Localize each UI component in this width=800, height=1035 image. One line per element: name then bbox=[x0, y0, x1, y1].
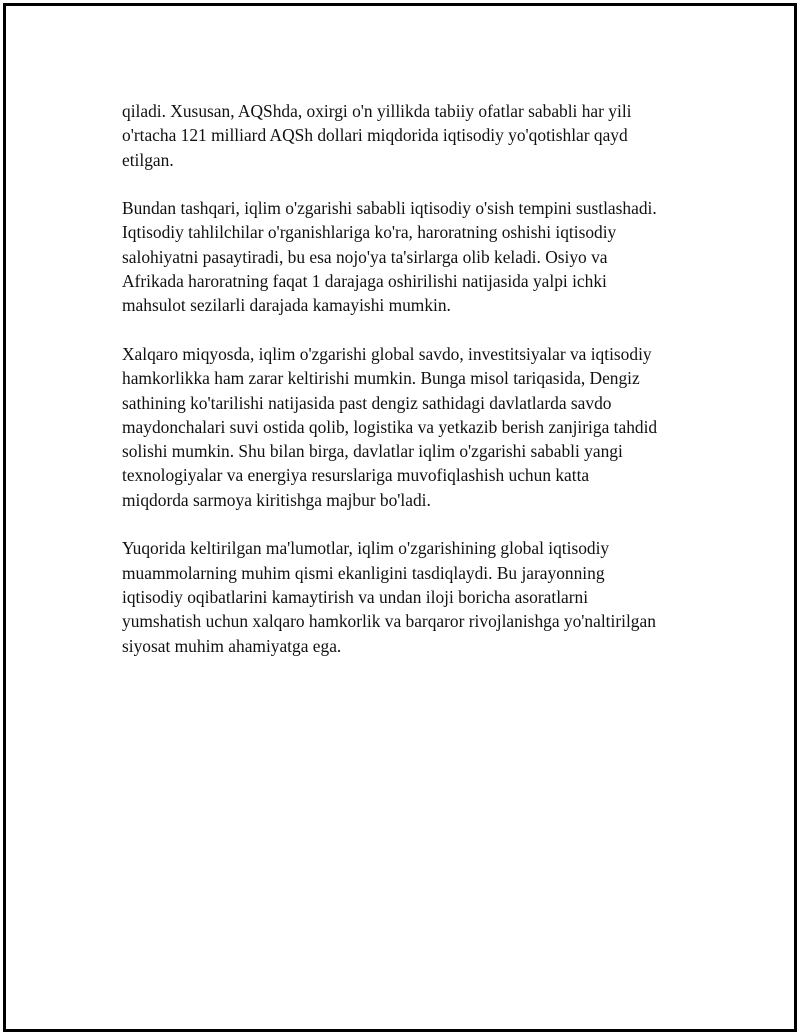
page-frame bbox=[3, 3, 797, 1032]
text-line: Afrikada haroratning faqat 1 darajaga oshirilishi natijasida yalpi ichki bbox=[122, 271, 607, 292]
text-line: Iqtisodiy tahlilchilar o'rganishlariga ko'ra, haroratning oshishi iqtisodiy bbox=[122, 222, 617, 243]
paragraph-1 bbox=[122, 99, 697, 172]
document-body bbox=[122, 99, 697, 682]
text-line: siyosat muhim ahamiyatga ega. bbox=[122, 635, 342, 656]
paragraph-4 bbox=[122, 536, 697, 657]
text-line: hamkorlikka ham zarar keltirishi mumkin. Bunga misol tariqasida, Dengiz bbox=[122, 368, 640, 389]
text-line: iqtisodiy oqibatlarini kamaytirish va undan iloji boricha asoratlarni bbox=[122, 586, 589, 607]
text-line: miqdorda sarmoya kiritishga majbur bo'ladi. bbox=[122, 489, 431, 510]
text-line: yumshatish uchun xalqaro hamkorlik va barqaror rivojlanishga yo'naltirilgan bbox=[122, 611, 656, 632]
text-line: solishi mumkin. Shu bilan birga, davlatlar iqlim o'zgarishi sababli yangi bbox=[122, 441, 623, 462]
text-line: salohiyatni pasaytiradi, bu esa nojo'ya ta'sirlarga olib keladi. Osiyo va bbox=[122, 246, 608, 267]
text-line: Xalqaro miqyosda, iqlim o'zgarishi global savdo, investitsiyalar va iqtisodiy bbox=[122, 343, 652, 364]
text-line: sathining ko'tarilishi natijasida past dengiz sathidagi davlatlarda savdo bbox=[122, 392, 612, 413]
text-line: mahsulot sezilarli darajada kamayishi mumkin. bbox=[122, 295, 451, 316]
text-line: etilgan. bbox=[122, 149, 174, 170]
text-line: Yuqorida keltirilgan ma'lumotlar, iqlim o'zgarishining global iqtisodiy bbox=[122, 538, 610, 559]
paragraph-3 bbox=[122, 342, 697, 512]
text-line: muammolarning muhim qismi ekanligini tasdiqlaydi. Bu jarayonning bbox=[122, 562, 605, 583]
paragraph-2 bbox=[122, 196, 697, 317]
text-line: Bundan tashqari, iqlim o'zgarishi sababli iqtisodiy o'sish tempini sustlashadi. bbox=[122, 198, 657, 219]
text-line: o'rtacha 121 milliard AQSh dollari miqdorida iqtisodiy yo'qotishlar qayd bbox=[122, 125, 628, 146]
text-line: maydonchalari suvi ostida qolib, logistika va yetkazib berish zanjiriga tahdid bbox=[122, 416, 658, 437]
text-line: texnologiyalar va energiya resurslariga muvofiqlashish uchun katta bbox=[122, 465, 590, 486]
text-line: qiladi. Xususan, AQShda, oxirgi o'n yillikda tabiiy ofatlar sababli har yili bbox=[122, 101, 632, 121]
